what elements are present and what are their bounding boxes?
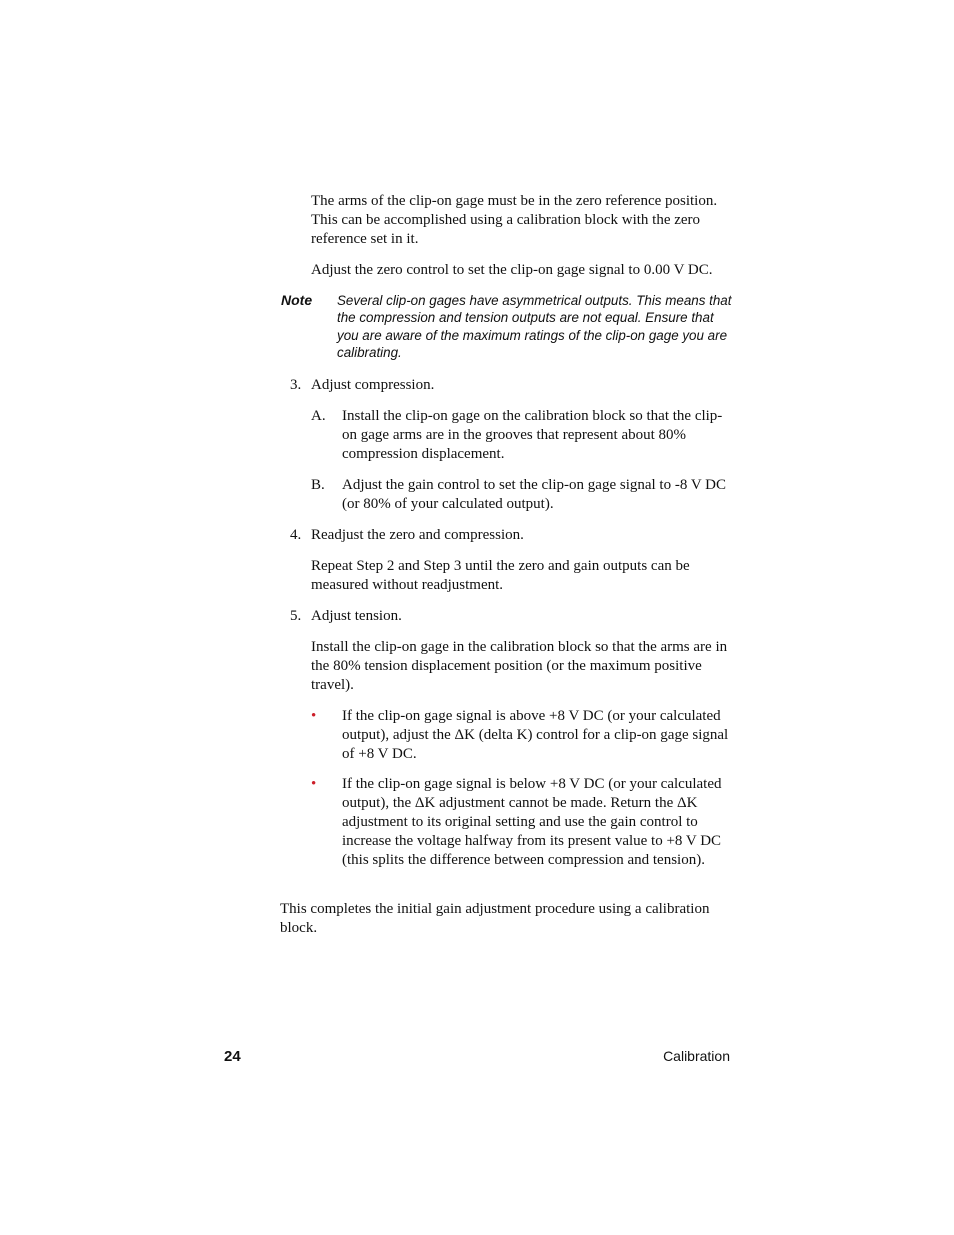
bullet-text: If the clip-on gage signal is below +8 V DC (or your calculated output), the ΔK adjustment cannot be made. Return the ΔK adjustment to its original setting and use the gain control to increase the voltage halfway from its present value to +8 V DC (this splits the difference between compression and tension). — [342, 776, 722, 868]
bullet-icon: • — [311, 708, 317, 724]
substep-a — [311, 407, 731, 464]
step-number: 4. — [290, 527, 302, 543]
step-title: Adjust tension. — [311, 608, 402, 624]
substep-b — [311, 476, 731, 514]
paragraph-adjust-zero: Adjust the zero control to set the clip-on gage signal to 0.00 V DC. — [311, 262, 713, 278]
section-title: Calibration — [663, 1048, 730, 1064]
substep-label: B. — [311, 477, 325, 493]
closing-paragraph: This completes the initial gain adjustment procedure using a calibration block. — [280, 901, 710, 936]
step-5-body: Install the clip-on gage in the calibration block so that the arms are in the 80% tension displacement position (or the maximum positive travel). — [311, 639, 728, 693]
bullet-icon: • — [311, 776, 317, 792]
page-number: 24 — [224, 1048, 241, 1065]
bullet-text: If the clip-on gage signal is above +8 V DC (or your calculated output), adjust the ΔK (delta K) control for a clip-on gage signal of +8 V DC. — [342, 708, 729, 762]
substep-text: Install the clip-on gage on the calibration block so that the clip-on gage arms are in the grooves that represent about 80% compression displacement. — [342, 408, 723, 462]
step-number: 5. — [290, 608, 302, 624]
bullet-item-below — [311, 775, 731, 889]
note-label: Note — [281, 292, 313, 308]
step-4 — [280, 526, 731, 545]
step-4-body: Repeat Step 2 and Step 3 until the zero and gain outputs can be measured without readjustment. — [311, 558, 690, 593]
substep-label: A. — [311, 408, 326, 424]
paragraph-zero-reference: The arms of the clip-on gage must be in the zero reference position. This can be accomplished using a calibration block with the zero reference set in it. — [311, 193, 718, 247]
step-title: Adjust compression. — [311, 377, 435, 393]
bullet-item-above — [311, 707, 731, 764]
step-title: Readjust the zero and compression. — [311, 527, 524, 543]
substep-text: Adjust the gain control to set the clip-on gage signal to -8 V DC (or 80% of your calculated output). — [342, 477, 726, 512]
step-number: 3. — [290, 377, 302, 393]
step-5 — [280, 607, 731, 626]
note-text: Several clip-on gages have asymmetrical outputs. This means that the compression and tension outputs are not equal. Ensure that you are aware of the maximum ratings of the clip-on gage you are calibrating. — [337, 293, 732, 361]
step-3 — [280, 376, 731, 395]
